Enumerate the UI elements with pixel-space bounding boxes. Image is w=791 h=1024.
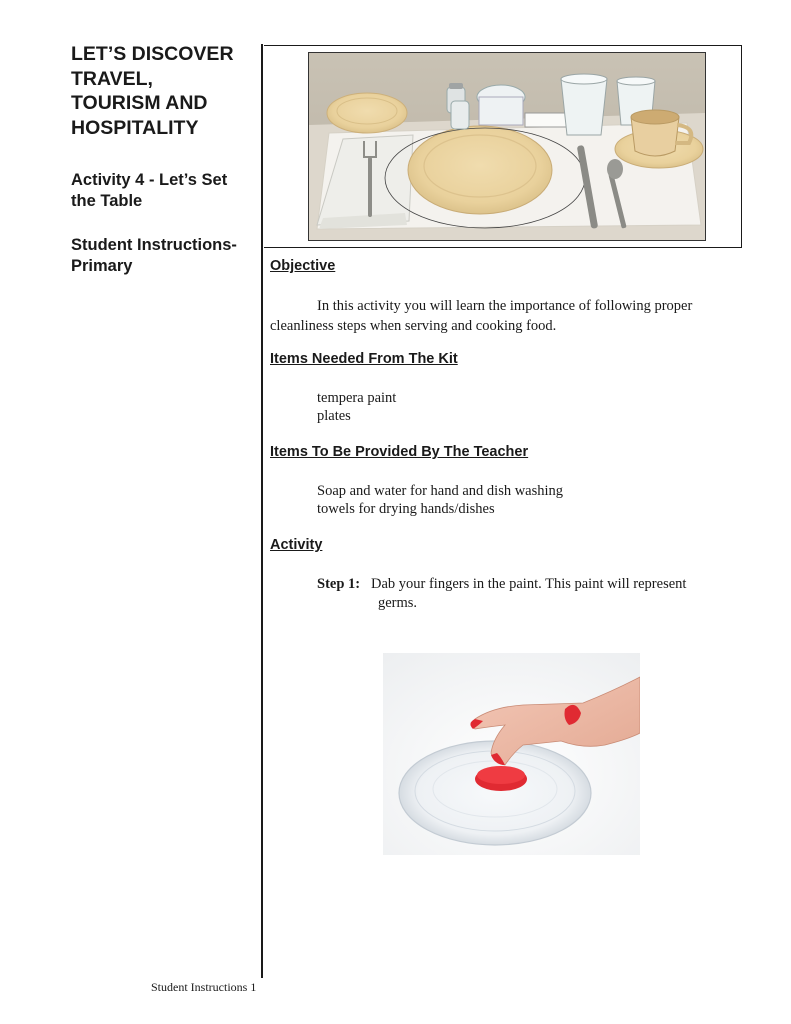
step-text: Dab your fingers in the paint. This paint will represent [370, 576, 687, 592]
page-footer: Student Instructions 1 [151, 980, 257, 994]
paint-on-plate-photo [383, 653, 640, 855]
activity-heading: Activity [270, 537, 323, 553]
activity-title-line: the Table [71, 192, 143, 210]
subtitle-line: Primary [71, 257, 133, 275]
document-subtitle [71, 235, 256, 277]
title-line: LET’S DISCOVER [71, 43, 234, 65]
activity-title-line: Activity 4 - Let’s Set [71, 171, 228, 189]
subtitle-line: Student Instructions- [71, 236, 237, 254]
column-divider [261, 44, 263, 978]
items-kit-heading: Items Needed From The Kit [270, 351, 458, 367]
title-line: HOSPITALITY [71, 116, 199, 139]
list-item: plates [317, 408, 351, 424]
list-item: towels for drying hands/dishes [317, 501, 495, 517]
document-title [71, 42, 256, 140]
table-setting-illustration [309, 53, 706, 241]
list-item: tempera paint [317, 390, 397, 406]
step-1 [317, 575, 737, 613]
sidebar [71, 42, 256, 277]
items-kit-list [317, 389, 396, 425]
objective-text: In this activity you will learn the importance of following proper cleanliness steps when serving and cooking food. [270, 298, 693, 334]
step-label: Step 1: [317, 576, 361, 592]
items-teacher-list [317, 482, 563, 518]
objective-heading: Objective [270, 258, 336, 274]
activity-title [71, 170, 256, 212]
table-setting-photo [308, 52, 706, 241]
table-setting-photo-frame [264, 45, 742, 248]
title-line: TRAVEL, [71, 67, 153, 90]
step-text-continued: germs. [378, 595, 418, 611]
title-line: TOURISM AND [71, 92, 208, 114]
items-teacher-heading: Items To Be Provided By The Teacher [270, 444, 529, 460]
step-1-line-1 [317, 575, 737, 594]
paint-on-plate-illustration [383, 653, 640, 855]
list-item: Soap and water for hand and dish washing [317, 483, 564, 499]
